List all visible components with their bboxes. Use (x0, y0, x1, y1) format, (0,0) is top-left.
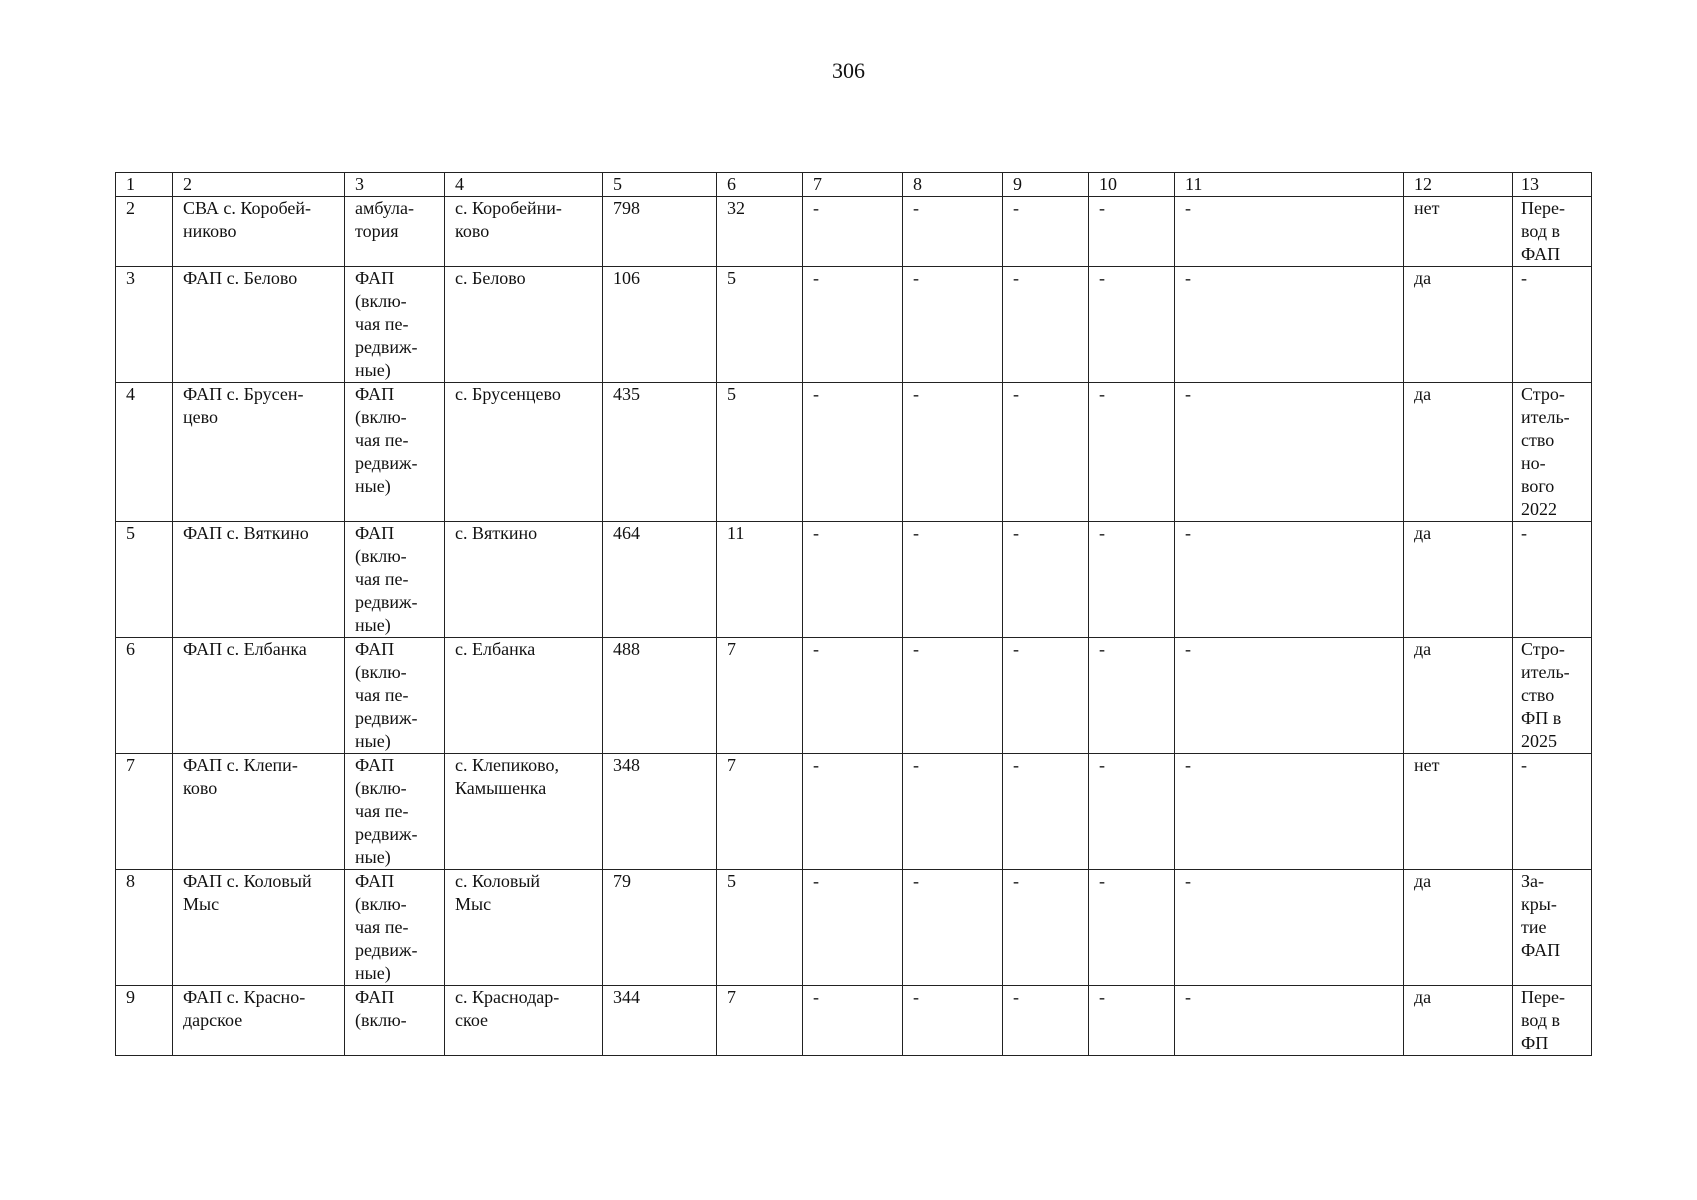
table-cell: - (1175, 383, 1404, 522)
header-cell: 7 (803, 173, 903, 197)
table-cell: да (1404, 522, 1513, 638)
header-cell: 11 (1175, 173, 1404, 197)
table-cell: - (1003, 638, 1089, 754)
table-cell: - (1003, 522, 1089, 638)
table-cell: ФАП с. Красно- дарское (173, 986, 345, 1056)
table-cell: с. Коловый Мыс (445, 870, 603, 986)
table-cell: - (803, 522, 903, 638)
table-cell: Стро- итель- ство но- вого 2022 (1513, 383, 1592, 522)
table-cell: 464 (603, 522, 717, 638)
table-cell: да (1404, 638, 1513, 754)
table-body (116, 173, 1592, 1056)
header-cell: 9 (1003, 173, 1089, 197)
table-cell: - (903, 754, 1003, 870)
table-cell: 7 (717, 986, 803, 1056)
table-cell: - (1175, 197, 1404, 267)
table-cell: - (1513, 522, 1592, 638)
table-row (116, 522, 1592, 638)
table-cell: 7 (717, 638, 803, 754)
table-row (116, 638, 1592, 754)
table-cell: ФАП с. Белово (173, 267, 345, 383)
table-cell: - (903, 197, 1003, 267)
table-cell: - (803, 197, 903, 267)
table-cell: 106 (603, 267, 717, 383)
facility-table (115, 172, 1592, 1056)
table-cell: ФАП (вклю- чая пе- редвиж- ные) (345, 870, 445, 986)
table-cell: 4 (116, 383, 173, 522)
table-cell: - (803, 638, 903, 754)
table-row (116, 754, 1592, 870)
table-cell: с. Клепиково, Камышенка (445, 754, 603, 870)
table-cell: 9 (116, 986, 173, 1056)
table-cell: ФАП (вклю- чая пе- редвиж- ные) (345, 754, 445, 870)
table-cell: с. Коробейни- ково (445, 197, 603, 267)
table-cell: - (1175, 754, 1404, 870)
table-cell: - (1003, 197, 1089, 267)
table-row (116, 197, 1592, 267)
header-cell: 10 (1089, 173, 1175, 197)
table-cell: с. Брусенцево (445, 383, 603, 522)
table-cell: ФАП (вклю- (345, 986, 445, 1056)
table-cell: ФАП с. Клепи- ково (173, 754, 345, 870)
table-row (116, 267, 1592, 383)
table-cell: 7 (116, 754, 173, 870)
table-cell: 79 (603, 870, 717, 986)
table-cell: ФАП (вклю- чая пе- редвиж- ные) (345, 522, 445, 638)
table-cell: - (1089, 197, 1175, 267)
table-cell: - (803, 267, 903, 383)
table-cell: - (1089, 638, 1175, 754)
table-cell: - (1003, 986, 1089, 1056)
table-cell: - (1513, 754, 1592, 870)
table-cell: ФАП (вклю- чая пе- редвиж- ные) (345, 267, 445, 383)
table-cell: - (1089, 267, 1175, 383)
table-cell: 5 (717, 267, 803, 383)
table-cell: - (803, 383, 903, 522)
table-cell: да (1404, 383, 1513, 522)
table-cell: - (1003, 267, 1089, 383)
table-cell: - (903, 638, 1003, 754)
table-cell: ФАП (вклю- чая пе- редвиж- ные) (345, 638, 445, 754)
table-cell: - (803, 986, 903, 1056)
table-cell: СВА с. Коробей- никово (173, 197, 345, 267)
page-number: 306 (832, 58, 865, 83)
table-cell: ФАП с. Вяткино (173, 522, 345, 638)
table-cell: 3 (116, 267, 173, 383)
table-cell: с. Белово (445, 267, 603, 383)
table-cell: 8 (116, 870, 173, 986)
header-cell: 5 (603, 173, 717, 197)
table-cell: 32 (717, 197, 803, 267)
table-cell: - (903, 522, 1003, 638)
header-cell: 2 (173, 173, 345, 197)
table-cell: да (1404, 870, 1513, 986)
header-cell: 4 (445, 173, 603, 197)
table-cell: Стро- итель- ство ФП в 2025 (1513, 638, 1592, 754)
table-cell: - (903, 267, 1003, 383)
table-cell: - (903, 870, 1003, 986)
table-cell: - (1089, 383, 1175, 522)
table-cell: - (903, 383, 1003, 522)
header-cell: 8 (903, 173, 1003, 197)
table-cell: - (1175, 986, 1404, 1056)
table-cell: - (1175, 638, 1404, 754)
table-cell: - (1513, 267, 1592, 383)
table-cell: с. Вяткино (445, 522, 603, 638)
table-header-row (116, 173, 1592, 197)
table-cell: 344 (603, 986, 717, 1056)
table-cell: - (1089, 754, 1175, 870)
table-cell: нет (1404, 754, 1513, 870)
table-cell: амбула- тория (345, 197, 445, 267)
table-cell: - (1089, 986, 1175, 1056)
table-cell: 488 (603, 638, 717, 754)
table-cell: - (1089, 522, 1175, 638)
table-cell: 5 (717, 870, 803, 986)
table-cell: - (803, 870, 903, 986)
table-cell: За- кры- тие ФАП (1513, 870, 1592, 986)
table-cell: 5 (717, 383, 803, 522)
table-cell: 798 (603, 197, 717, 267)
table-cell: с. Краснодар- ское (445, 986, 603, 1056)
table-cell: 435 (603, 383, 717, 522)
header-cell: 12 (1404, 173, 1513, 197)
table-cell: ФАП с. Елбанка (173, 638, 345, 754)
table-cell: 11 (717, 522, 803, 638)
header-cell: 6 (717, 173, 803, 197)
table-cell: 5 (116, 522, 173, 638)
table-cell: - (1003, 870, 1089, 986)
table-cell: ФАП с. Коловый Мыс (173, 870, 345, 986)
table-cell: - (1175, 522, 1404, 638)
table-row (116, 383, 1592, 522)
table-cell: - (1175, 267, 1404, 383)
table-cell: ФАП (вклю- чая пе- редвиж- ные) (345, 383, 445, 522)
table-cell: 2 (116, 197, 173, 267)
table-cell: - (1003, 383, 1089, 522)
table-cell: - (803, 754, 903, 870)
table-cell: - (903, 986, 1003, 1056)
table-cell: - (1003, 754, 1089, 870)
table-row (116, 986, 1592, 1056)
table-cell: да (1404, 986, 1513, 1056)
header-cell: 13 (1513, 173, 1592, 197)
table-cell: Пере- вод в ФАП (1513, 197, 1592, 267)
table-cell: - (1089, 870, 1175, 986)
table-cell: с. Елбанка (445, 638, 603, 754)
table-cell: да (1404, 267, 1513, 383)
table-cell: Пере- вод в ФП (1513, 986, 1592, 1056)
table-row (116, 870, 1592, 986)
table-cell: ФАП с. Брусен- цево (173, 383, 345, 522)
header-cell: 1 (116, 173, 173, 197)
table-cell: нет (1404, 197, 1513, 267)
table-cell: - (1175, 870, 1404, 986)
header-cell: 3 (345, 173, 445, 197)
table-cell: 348 (603, 754, 717, 870)
table-cell: 7 (717, 754, 803, 870)
table-cell: 6 (116, 638, 173, 754)
